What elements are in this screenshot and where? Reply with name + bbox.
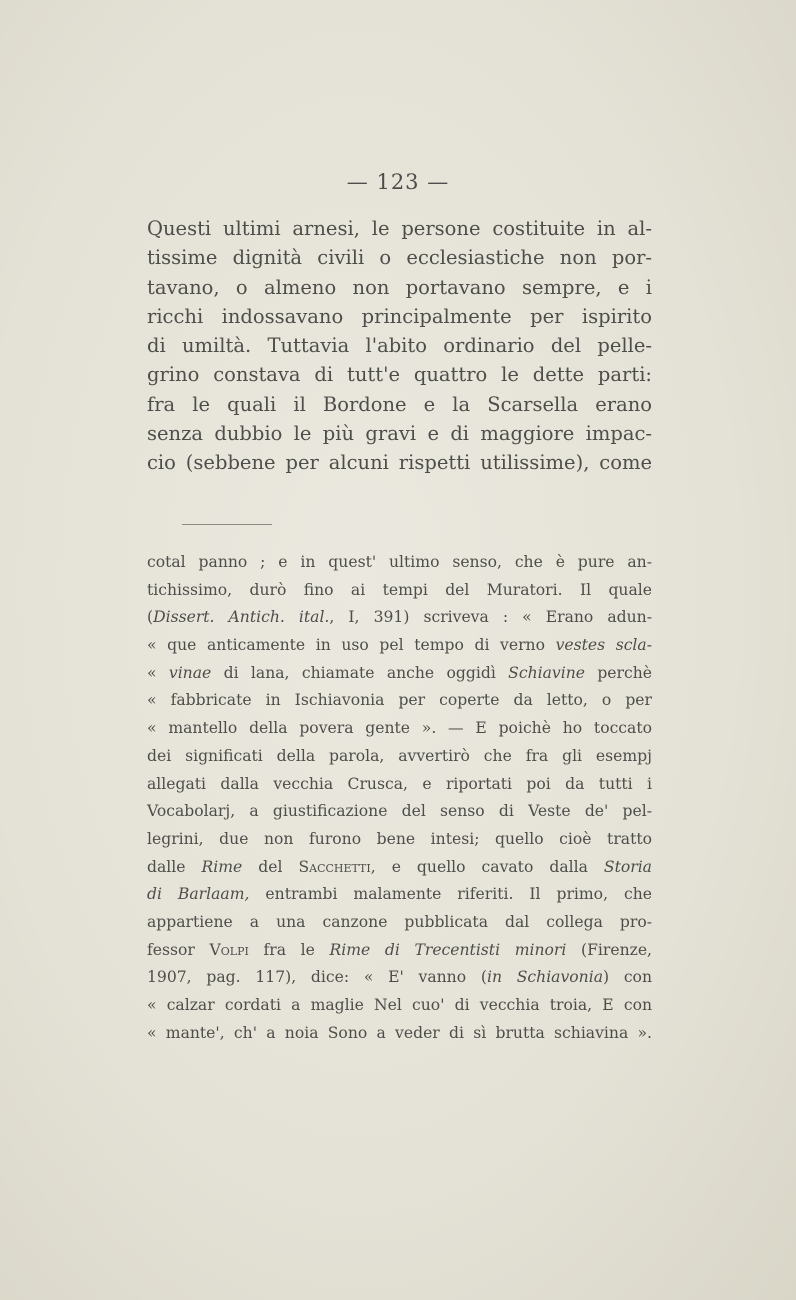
text-line xyxy=(147,715,652,743)
italic-text: Rime xyxy=(201,857,243,876)
text-segment: entrambi malamente riferiti. Il primo, che xyxy=(249,885,652,904)
text-segment: « calzar cordati a maglie Nel cuo' di vecchia troia, E con xyxy=(147,996,652,1014)
text-line xyxy=(147,360,652,389)
italic-text: vestes scla- xyxy=(555,636,652,655)
italic-text: Schiavine xyxy=(508,663,585,682)
text-segment: tichissimo, durò fino ai tempi del Muratori. Il quale xyxy=(147,580,652,599)
text-line xyxy=(147,302,652,331)
text-segment: fessor xyxy=(147,940,210,959)
main-text xyxy=(147,214,652,478)
text-segment: fra le xyxy=(248,940,330,959)
text-segment: ( xyxy=(147,608,154,627)
text-segment: appartiene a una canzone pubblicata dal collega pro- xyxy=(147,912,652,931)
text-segment: di lana, chiamate anche oggidì xyxy=(211,663,509,682)
text-line xyxy=(147,826,652,854)
italic-text: di Barlaam, xyxy=(147,885,250,904)
text-segment: dei significati della parola, avvertirò che fra gli esempj xyxy=(147,746,652,765)
text-segment: (Firenze, xyxy=(566,940,653,959)
text-segment: « mantello della povera gente ». — E poichè ho toccato xyxy=(147,719,652,738)
text-segment: del xyxy=(242,857,299,876)
text-segment: ricchi indossavano principalmente per ispirito xyxy=(147,304,652,328)
text-segment: tavano, o almeno non portavano sempre, e i xyxy=(147,275,652,299)
text-segment: , I, 391) scriveva : « Erano adun- xyxy=(329,608,652,627)
text-line xyxy=(147,273,652,302)
text-segment: grino constava di tutt'e quattro le dette parti: xyxy=(147,363,652,387)
italic-text: Rime di Trecentisti minori xyxy=(329,940,567,959)
text-segment: Questi ultimi arnesi, le persone costituite in al- xyxy=(147,217,652,240)
text-segment: fra le quali il Bordone e la Scarsella erano xyxy=(147,392,652,416)
text-line xyxy=(147,798,652,826)
text-segment: , e quello cavato dalla xyxy=(370,857,604,876)
text-line xyxy=(147,881,652,909)
text-line xyxy=(147,937,652,965)
text-segment: « que anticamente in uso pel tempo di verno xyxy=(147,636,556,655)
text-segment: tissime dignità civili o ecclesiastiche non por- xyxy=(147,246,652,270)
text-segment: ) con xyxy=(603,968,652,987)
text-segment: di umiltà. Tuttavia l'abito ordinario del pelle- xyxy=(147,334,652,358)
text-line xyxy=(147,390,652,419)
italic-text: Storia xyxy=(603,857,652,876)
text-segment: cotal panno ; e in quest' ultimo senso, che è pure an- xyxy=(147,553,652,571)
text-line xyxy=(147,854,652,882)
text-line xyxy=(147,660,652,688)
text-segment: « fabbricate in Ischiavonia per coperte da letto, o per xyxy=(147,691,652,710)
text-line xyxy=(147,448,652,477)
text-line xyxy=(147,331,652,360)
text-segment: perchè xyxy=(584,663,652,682)
text-line xyxy=(147,964,652,992)
italic-text: vinae xyxy=(168,663,212,682)
text-line xyxy=(147,577,652,605)
text-line xyxy=(147,743,652,771)
text-line xyxy=(147,632,652,660)
text-line xyxy=(147,243,652,272)
small-caps-text: Sacchetti xyxy=(298,857,371,876)
italic-text: Dissert. Antich. ital. xyxy=(153,608,330,627)
text-line xyxy=(147,771,652,799)
small-caps-text: Volpi xyxy=(209,940,249,959)
text-segment: 1907, pag. 117), dice: « E' vanno ( xyxy=(147,968,487,987)
text-segment: senza dubbio le più gravi e di maggiore impac- xyxy=(147,422,652,446)
text-segment: cio (sebbene per alcuni rispetti utilissime), come xyxy=(147,451,652,475)
text-segment: legrini, due non furono bene intesi; quello cioè tratto xyxy=(147,829,652,848)
text-segment: « mante', ch' a noia Sono a veder di sì brutta schiavina ». xyxy=(147,1023,652,1042)
text-line xyxy=(147,1020,652,1048)
footnote-text xyxy=(147,549,652,1047)
page-number: — 123 — xyxy=(346,170,450,194)
text-segment: allegati dalla vecchia Crusca, e riportati poi da tutti i xyxy=(147,774,652,793)
text-line xyxy=(147,604,652,632)
text-line xyxy=(147,419,652,448)
text-segment: « xyxy=(147,663,169,682)
footnote-divider xyxy=(182,524,272,525)
text-segment: dalle xyxy=(147,857,202,876)
text-segment: Vocabolarj, a giustificazione del senso di Veste de' pel- xyxy=(147,802,652,821)
text-line xyxy=(147,909,652,937)
italic-text: in Schiavonia xyxy=(486,968,603,987)
text-line xyxy=(147,214,652,243)
text-line xyxy=(147,992,652,1020)
text-line xyxy=(147,549,652,577)
text-line xyxy=(147,687,652,715)
